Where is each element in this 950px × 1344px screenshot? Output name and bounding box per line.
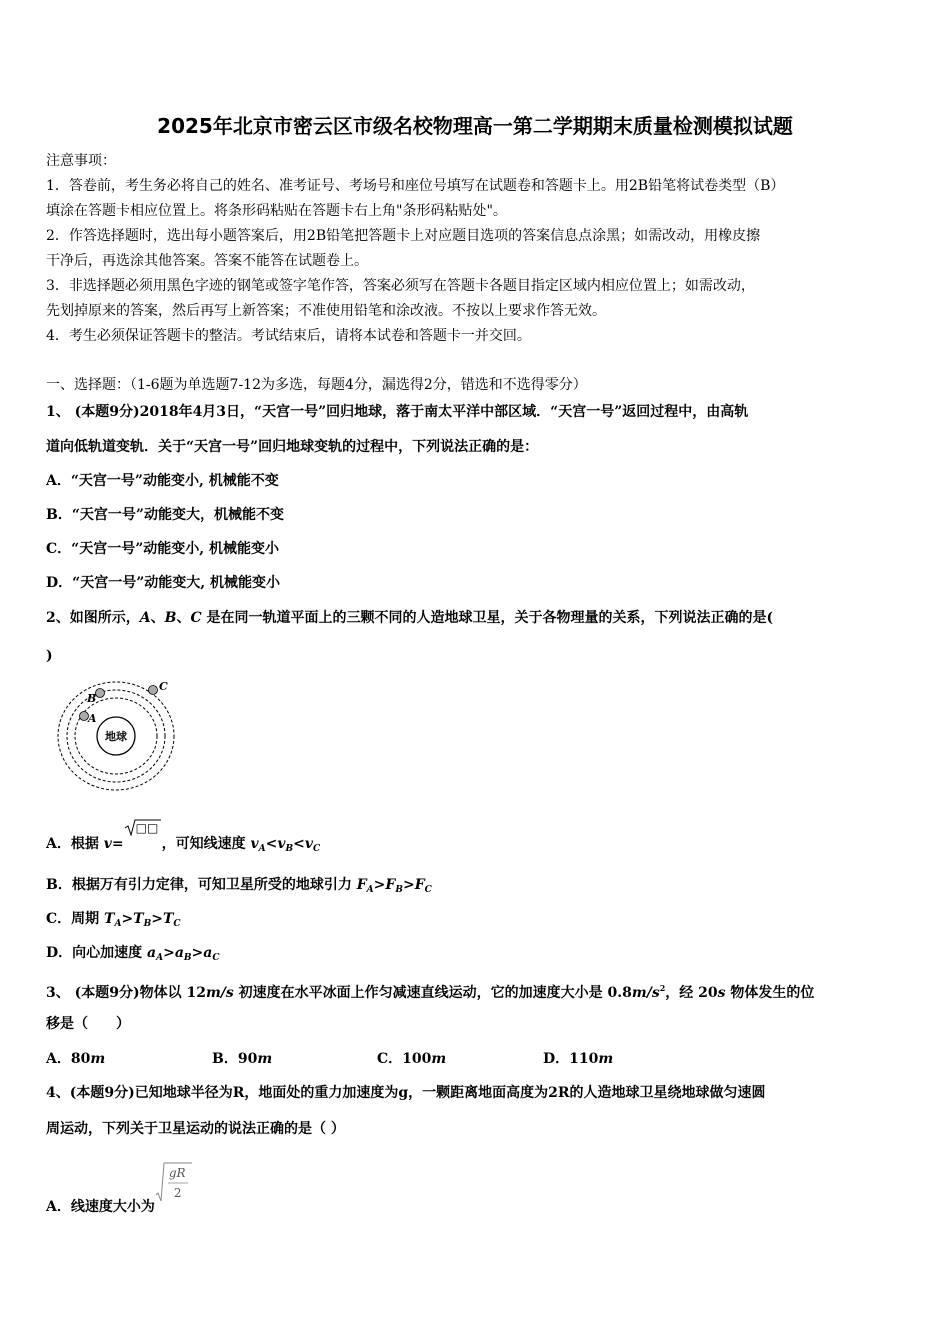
satellite-c <box>149 686 158 695</box>
q4-stem-line2: 周运动，下列关于卫星运动的说法正确的是（ ） <box>46 1121 345 1137</box>
relation: > <box>402 877 415 893</box>
q3-text: 初速度在水平冰面上作匀减速直线运动，它的加速度大小是 0.8 <box>233 985 632 1001</box>
q2-option-d-prefix: D．向心加速度 <box>46 945 148 961</box>
q3-text: ，经 20 <box>665 985 718 1001</box>
q2-option-a-prefix: A．根据 <box>46 836 104 852</box>
option-label: C．100 <box>377 1051 432 1067</box>
fraction-numerator: gR <box>168 1166 186 1180</box>
var-v: v <box>103 836 112 852</box>
option-label: D．110 <box>543 1051 599 1067</box>
q3-option-a <box>46 1048 105 1068</box>
q2-label-b: B <box>164 610 177 626</box>
q3-text: 3、 (本题9分)物体以 12 <box>46 985 206 1001</box>
var: v <box>277 836 286 852</box>
relation: > <box>151 911 163 927</box>
subscript: B <box>183 953 192 963</box>
q3-option-c <box>377 1048 446 1068</box>
satellite-c-label: C <box>159 680 168 693</box>
var: v <box>304 836 313 852</box>
q4-option-a <box>46 1166 193 1223</box>
section-heading: 一、选择题：（1-6题为单选题7-12为多选，每题4分，漏选得2分，错选和不选得零分） <box>46 377 587 393</box>
q2-option-d <box>46 944 219 967</box>
var: T <box>104 911 115 927</box>
notice-line: 1．答卷前，考生务必将自己的姓名、准考证号、考场号和座位号填写在试题卷和答题卡上。用2B铅笔将试卷类型（B） <box>46 178 785 194</box>
unit: m <box>90 1051 106 1067</box>
page-title: 2025年北京市密云区市级名校物理高一第二学期期末质量检测模拟试题 <box>157 114 793 138</box>
var: T <box>133 911 144 927</box>
q3-stem-line1 <box>46 979 814 1002</box>
orbit-figure <box>56 676 180 794</box>
var: F <box>414 877 425 893</box>
q1-stem-line1: 1、 (本题9分)2018年4月3日，“天宫一号”回归地球，落于南太平洋中部区域．“天宫一号”返回过程中，由高轨 <box>46 404 749 420</box>
q2-label-a: A <box>139 610 151 626</box>
var: F <box>356 877 367 893</box>
relation: < <box>293 836 305 852</box>
q2-rest: 是在同一轨道平面上的三颗不同的人造地球卫星，关于各物理量的关系，下列说法正确的是( <box>201 610 774 626</box>
q3-option-d <box>543 1048 613 1068</box>
subscript: C <box>424 885 432 895</box>
satellite-b-label: B <box>87 692 97 705</box>
relation: > <box>121 911 134 927</box>
q1-option-a: A．“天宫一号”动能变小, 机械能不变 <box>46 473 279 489</box>
var: a <box>174 945 184 961</box>
notice-line: 填涂在答题卡相应位置上。将条形码粘贴在答题卡右上角"条形码粘贴处"。 <box>46 203 507 219</box>
subscript: B <box>285 844 294 854</box>
notice-line: 2．作答选择题时，选出每小题答案后，用2B铅笔把答题卡上对应题目选项的答案信息点涂黑；如需改动，用橡皮擦 <box>46 228 761 244</box>
notice-line: 4．考生必须保证答题卡的整洁。考试结束后，请将本试卷和答题卡一并交回。 <box>46 328 531 344</box>
unit: m <box>257 1051 273 1067</box>
q1-stem-line2: 道向低轨道变轨．关于“天宫一号”回归地球变轨的过程中，下列说法正确的是： <box>46 439 539 455</box>
option-label: A．80 <box>46 1051 91 1067</box>
option-label: B．90 <box>212 1051 258 1067</box>
subscript: C <box>173 919 181 929</box>
q2-option-c-prefix: C．周期 <box>46 911 105 927</box>
var: a <box>147 945 157 961</box>
notice-line: 先划掉原来的答案，然后再写上新答案；不准使用铅笔和涂改液。不按以上要求作答无效。 <box>46 303 606 319</box>
q4-option-a-prefix: A．线速度大小为 <box>46 1199 155 1215</box>
sqrt-expression <box>124 821 162 844</box>
relation: < <box>265 836 278 852</box>
notice-line: 干净后，再选涂其他答案。答案不能答在试题卷上。 <box>46 253 368 269</box>
subscript: A <box>156 953 164 963</box>
unit: m <box>431 1051 447 1067</box>
q1-option-d: D．“天宫一号”动能变大, 机械能变小 <box>46 575 280 591</box>
fraction-denominator: 2 <box>173 1186 182 1200</box>
sqrt-content: □□ <box>135 821 159 835</box>
q2-option-a <box>46 821 321 858</box>
q2-sep: 、 <box>176 610 191 626</box>
q4-stem-line1: 4、(本题9分)已知地球半径为R，地面处的重力加速度为g，一颗距离地面高度为2R的人造地球卫星绕地球做匀速圆 <box>46 1085 766 1101</box>
q3-option-b <box>212 1048 272 1068</box>
satellite-b <box>96 689 105 698</box>
relation: > <box>191 945 204 961</box>
q2-prefix: 2、如图所示， <box>46 610 140 626</box>
superscript: 2 <box>659 983 666 993</box>
earth-label: 地球 <box>105 730 127 743</box>
subscript: A <box>114 919 122 929</box>
var: T <box>162 911 174 927</box>
var: v <box>250 836 259 852</box>
subscript: C <box>212 953 220 963</box>
q2-stem-line1 <box>46 609 773 627</box>
unit: m/s <box>631 985 660 1001</box>
q1-option-c: C．“天宫一号”动能变小, 机械能变小 <box>46 541 279 557</box>
q2-option-c <box>46 910 181 933</box>
q2-option-a-suffix: ，可知线速度 <box>161 836 251 852</box>
equals: = <box>111 836 124 852</box>
satellite-a-label: A <box>88 712 97 725</box>
q2-stem-close: ) <box>46 648 53 664</box>
notice-line: 3．非选择题必须用黑色字迹的钢笔或签字笔作答，答案必须写在答题卡各题目指定区域内相应位置上；如需改动， <box>46 278 755 294</box>
subscript: A <box>366 885 374 895</box>
subscript: C <box>312 844 321 854</box>
relation: > <box>373 877 386 893</box>
subscript: A <box>258 844 266 854</box>
unit: m/s <box>205 985 234 1001</box>
subscript: B <box>143 919 152 929</box>
notice-heading: 注意事项： <box>46 153 116 169</box>
var: a <box>203 945 213 961</box>
q2-label-c: C <box>190 610 202 626</box>
q1-option-b: B．“天宫一号”动能变大，机械能不变 <box>46 507 284 523</box>
q3-stem-line2: 移是（ ） <box>46 1016 130 1032</box>
var: F <box>385 877 396 893</box>
q3-text: 物体发生的位 <box>725 985 815 1001</box>
unit: s <box>717 985 726 1001</box>
q2-sep: 、 <box>150 610 165 626</box>
q2-option-b-prefix: B．根据万有引力定律，可知卫星所受的地球引力 <box>46 877 357 893</box>
subscript: B <box>395 885 403 895</box>
sqrt-fraction <box>155 1166 193 1223</box>
relation: > <box>163 945 175 961</box>
unit: m <box>598 1051 614 1067</box>
q2-option-b <box>46 876 432 899</box>
